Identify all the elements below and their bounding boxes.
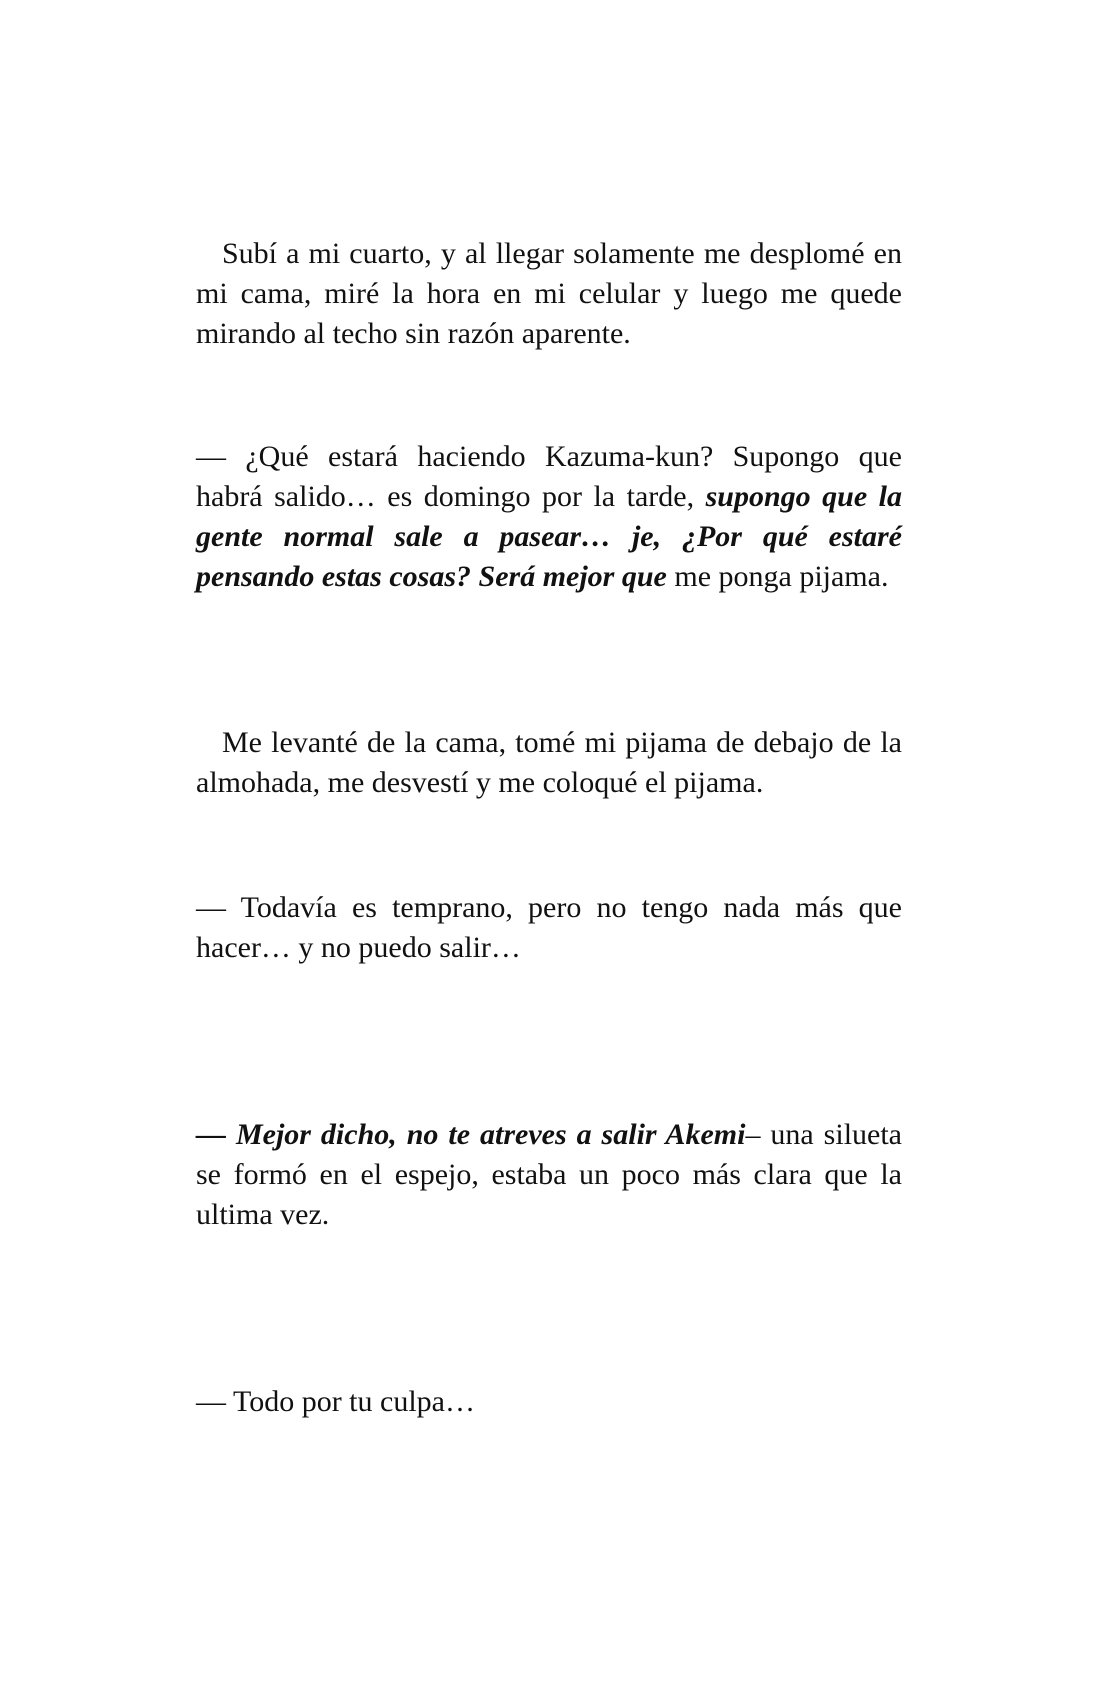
dialogue-text-end: me ponga pijama. bbox=[666, 560, 889, 593]
dialogue-paragraph bbox=[196, 1115, 902, 1235]
dialogue-text: — ¿Qué estará haciendo Kazuma-kun? Supongo que habrá salido… es domingo por la tarde, bbox=[196, 440, 902, 513]
dialogue-text: — Todo por tu culpa… bbox=[196, 1385, 475, 1418]
dialogue-paragraph bbox=[196, 437, 902, 597]
narration-paragraph bbox=[196, 723, 902, 803]
narration-paragraph bbox=[196, 234, 902, 354]
dialogue-text: – una silueta se formó en el espejo, estaba un poco más clara que la ultima vez. bbox=[196, 1118, 902, 1231]
dialogue-paragraph bbox=[196, 888, 902, 968]
dialogue-text: — Todavía es temprano, pero no tengo nada más que hacer… y no puedo salir… bbox=[196, 891, 902, 964]
emphasized-thought-text: supongo que la gente normal sale a pasear… je, ¿Por qué estaré pensando estas cosas? Será mejor que bbox=[196, 480, 902, 593]
emphasized-dialogue-text: — Mejor dicho, no te atreves a salir Akemi bbox=[196, 1118, 746, 1151]
paragraph-text: Subí a mi cuarto, y al llegar solamente me desplomé en mi cama, miré la hora en mi celular y luego me quede mirando al techo sin razón aparente. bbox=[196, 237, 902, 350]
dialogue-paragraph bbox=[196, 1382, 902, 1422]
paragraph-text: Me levanté de la cama, tomé mi pijama de debajo de la almohada, me desvestí y me coloqué el pijama. bbox=[196, 726, 902, 799]
